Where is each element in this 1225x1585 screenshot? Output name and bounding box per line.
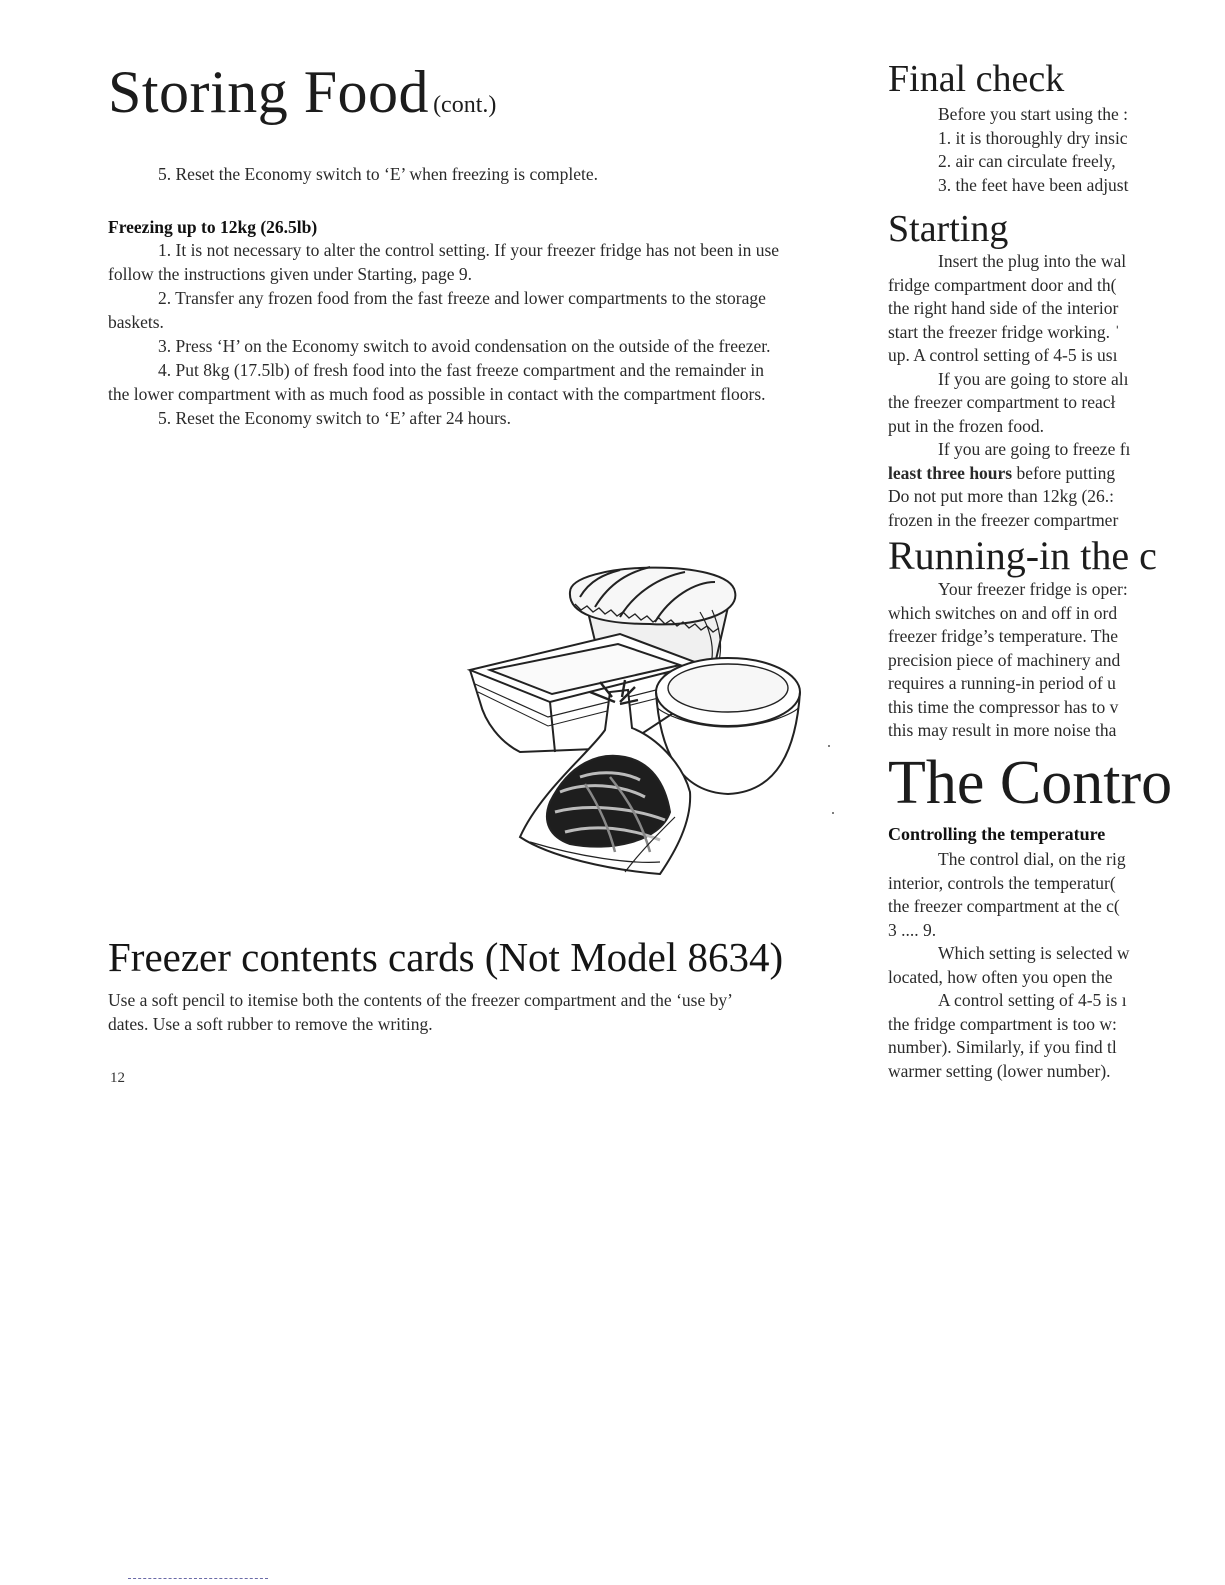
text-line: interior, controls the temperatur( (888, 872, 1116, 893)
starting-lines (888, 250, 1225, 532)
page-title (108, 59, 497, 125)
heading-starting: Starting (888, 208, 1009, 250)
step-5-complete: 5. Reset the Economy switch to ‘E’ when freezing is complete. (158, 164, 598, 184)
text-line: precision piece of machinery and (888, 649, 1121, 670)
final-check-lines (896, 103, 1225, 197)
text-line: the right hand side of the interior (888, 298, 1119, 318)
text-line: Do not put more than 12kg (26.: (888, 486, 1115, 506)
text-line: up. A control setting of 4-5 is usı (888, 345, 1118, 365)
controls-lines (888, 848, 1225, 1083)
text-line: fridge compartment door and th( (888, 274, 1117, 295)
text-line: 3 .... 9. (888, 919, 937, 940)
text-line: requires a running-in period of u (888, 673, 1116, 693)
scan-edge-line (128, 1578, 268, 1579)
text-line: start the freezer fridge working. ˈ (888, 321, 1121, 342)
subheading-controlling-temperature: Controlling the temperature (888, 824, 1106, 844)
text-line: freezer fridge’s temperature. The (888, 626, 1118, 646)
text-line: the fridge compartment is too w: (888, 1013, 1117, 1034)
text-line: number). Similarly, if you find tl (888, 1037, 1117, 1057)
page-title-text: Storing Food (108, 59, 430, 125)
section-heading-contents-cards: Freezer contents cards (Not Model 8634) (108, 934, 784, 980)
scan-speck (832, 812, 834, 814)
heading-the-controls: The Contro (888, 749, 1173, 817)
text-line: put in the frozen food. (888, 415, 1044, 436)
text-line: warmer setting (lower number). (888, 1060, 1111, 1081)
text-line: 3. the feet have been adjust (938, 174, 1129, 195)
text-line: The control dial, on the rig (938, 849, 1126, 869)
right-page (888, 0, 1225, 1585)
food-containers-illustration (460, 552, 810, 882)
list-item: 1. It is not necessary to alter the control setting. If your freezer fridge has not been in use follow the instructions given under Starting, page 9. (108, 240, 780, 284)
page-number: 12 (110, 1070, 125, 1086)
list-item: 5. Reset the Economy switch to ‘E’ after 24 hours. (158, 408, 511, 428)
text-span: before putting (1012, 462, 1116, 483)
text-line: Your freezer fridge is oper: (938, 579, 1128, 599)
list-item: 2. Transfer any frozen food from the fast freeze and lower compartments to the storage baskets. (108, 288, 766, 332)
list-item: 4. Put 8kg (17.5lb) of fresh food into the fast freeze compartment and the remainder in the lower compartment with as much food as possible in contact with the compartment floors. (108, 360, 766, 404)
contents-cards-body: Use a soft pencil to itemise both the contents of the freezer compartment and the ‘use by’ dates. Use a soft rubber to remove the writing. (108, 990, 732, 1034)
scan-speck (828, 745, 830, 747)
text-line: A control setting of 4-5 is ı (938, 990, 1127, 1010)
text-line: this may result in more noise tha (888, 720, 1117, 740)
text-line: this time the compressor has to v (888, 696, 1119, 717)
bold-phrase: least three hours (888, 462, 1013, 483)
text-line: 1. it is thoroughly dry insic (938, 127, 1128, 148)
text-line: the freezer compartment at the c( (888, 896, 1120, 916)
list-item: 3. Press ‘H’ on the Economy switch to avoid condensation on the outside of the freezer. (158, 336, 771, 356)
text-line: Insert the plug into the wal (938, 251, 1127, 271)
heading-final-check: Final check (888, 58, 1065, 100)
running-in-lines (888, 578, 1225, 743)
section-heading-freezing: Freezing up to 12kg (26.5lb) (108, 217, 318, 237)
text-line: which switches on and off in ord (888, 602, 1118, 623)
text-line: If you are going to freeze fı (938, 439, 1131, 459)
text-line: located, how often you open the (888, 966, 1113, 987)
text-line (888, 462, 1225, 486)
heading-running-in: Running-in the c (888, 533, 1157, 578)
freezing-steps-list (108, 238, 780, 430)
text-line: frozen in the freezer compartmer (888, 509, 1119, 530)
text-line: the freezer compartment to reacł (888, 392, 1116, 412)
text-line: 2. air can circulate freely, (938, 151, 1116, 171)
text-line: Which setting is selected w (938, 943, 1130, 963)
page-title-suffix: (cont.) (433, 92, 497, 118)
text-line: Before you start using the : (938, 104, 1129, 124)
text-line: If you are going to store alı (938, 368, 1129, 389)
